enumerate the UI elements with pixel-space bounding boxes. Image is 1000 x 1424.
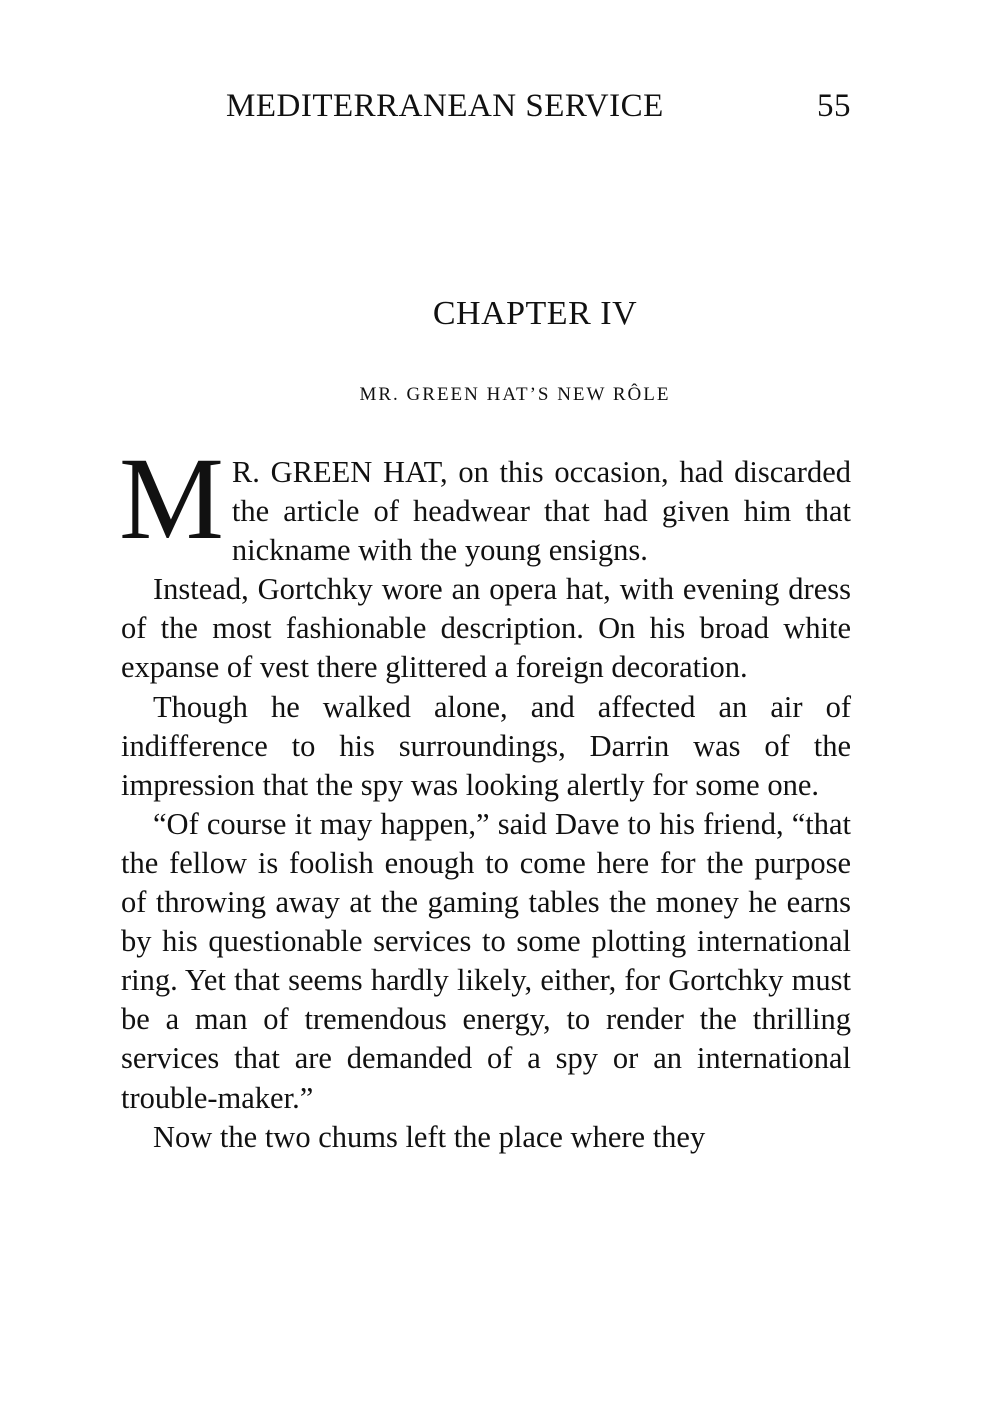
lead-paragraph-text: R. GREEN HAT, on this occasion, had discarded the article of headwear that had given him that nickname with the young ensigns.	[231, 455, 851, 568]
paragraph: Now the two chums left the place where they	[153, 1119, 706, 1154]
chapter-title: CHAPTER IV	[432, 295, 638, 332]
running-head	[226, 88, 851, 132]
body-text	[119, 433, 851, 1157]
paragraph: Though he walked alone, and affected an air of indifference to his surroundings, Darrin was of the impression that the spy was looking alertly for some one.	[121, 689, 851, 802]
page-number: 55	[817, 88, 851, 124]
lead-paragraph	[119, 433, 851, 570]
chapter-subtitle: MR. GREEN HAT’S NEW RÔLE	[359, 384, 671, 405]
paragraph: Instead, Gortchky wore an opera hat, with evening dress of the most fashionable description. On his broad white expanse of vest there glittered a foreign decoration.	[121, 572, 851, 685]
running-title: MEDITERRANEAN SERVICE	[226, 88, 664, 124]
drop-cap: M	[119, 433, 224, 564]
paragraph: “Of course it may happen,” said Dave to his friend, “that the fellow is foolish enough to come here for the purpose of throwing away at the gaming tables the money he earns by his questionable services to some plotting international ring. Yet that seems hardly likely, either, for Gortchky must be a man of tremendous energy, to render the thrilling services that are demanded of a spy or an international trouble-maker.”	[121, 806, 851, 1115]
